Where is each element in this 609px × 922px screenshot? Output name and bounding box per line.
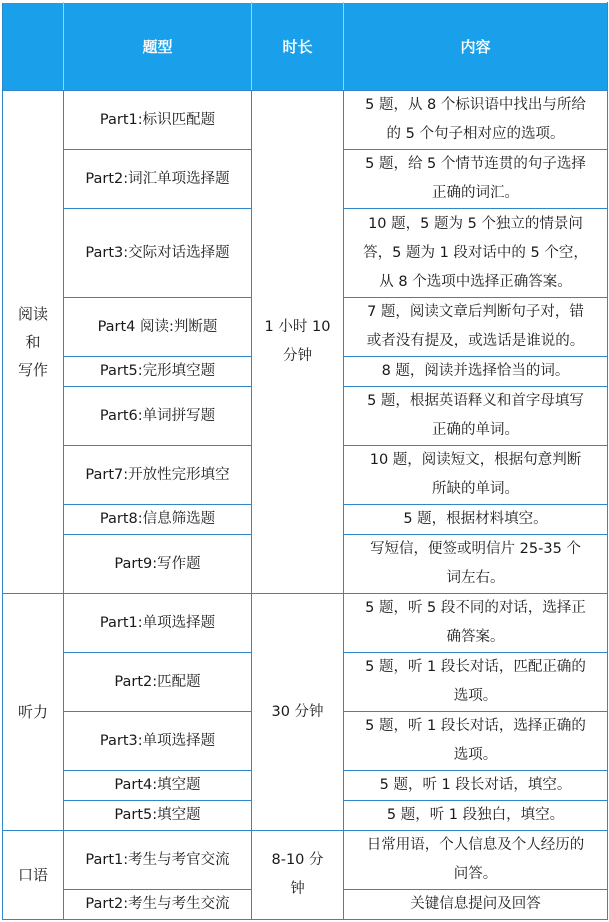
header-duration: 时长 bbox=[252, 3, 344, 91]
content-line: 关键信息提问及回答 bbox=[410, 896, 541, 912]
question-type-cell: Part1:考生与考官交流 bbox=[64, 831, 252, 890]
content-line: 问答。 bbox=[453, 866, 498, 882]
question-type-cell: Part2:考生与考生交流 bbox=[64, 890, 252, 920]
content-line: 7 题，阅读文章后判断句子对，错 bbox=[367, 304, 584, 320]
content-cell bbox=[344, 535, 608, 594]
question-type-cell: Part9:写作题 bbox=[64, 535, 252, 594]
question-type-cell: Part8:信息筛选题 bbox=[64, 505, 252, 535]
content-cell bbox=[344, 890, 608, 920]
content-line: 5 题，根据英语释义和首字母填写 bbox=[367, 393, 584, 409]
content-cell bbox=[344, 653, 608, 712]
header-content: 内容 bbox=[344, 3, 608, 91]
section-duration-reading-writing bbox=[252, 91, 344, 594]
content-line: 写短信，便签或明信片 25-35 个 bbox=[370, 541, 581, 557]
question-type-cell: Part5:完形填空题 bbox=[64, 357, 252, 387]
content-line: 5 题，听 1 段长对话，选择正确的 bbox=[365, 718, 586, 734]
question-type-cell: Part4 阅读:判断题 bbox=[64, 298, 252, 357]
content-line: 确答案。 bbox=[446, 629, 505, 645]
content-line: 的 5 个句子相对应的选项。 bbox=[386, 126, 565, 142]
question-type-cell: Part6:单词拼写题 bbox=[64, 387, 252, 446]
section-duration-listening bbox=[252, 594, 344, 831]
question-type-cell: Part3:单项选择题 bbox=[64, 712, 252, 771]
content-cell bbox=[344, 209, 608, 298]
question-type-cell: Part1:单项选择题 bbox=[64, 594, 252, 653]
category-label-line: 口语 bbox=[17, 866, 48, 884]
section-duration-speaking bbox=[252, 831, 344, 920]
header-question-type: 题型 bbox=[64, 3, 252, 91]
content-cell bbox=[344, 771, 608, 801]
content-cell bbox=[344, 150, 608, 209]
category-label-line: 和 bbox=[25, 333, 41, 351]
content-line: 答，5 题为 1 段对话中的 5 个空， bbox=[363, 244, 588, 261]
category-label-line: 阅读 bbox=[17, 305, 48, 323]
exam-structure-table bbox=[2, 2, 608, 920]
content-line: 正确的单词。 bbox=[432, 422, 519, 438]
content-line: 8 题，阅读并选择恰当的词。 bbox=[381, 363, 570, 379]
content-cell bbox=[344, 712, 608, 771]
content-line: 10 题，5 题为 5 个独立的情景问 bbox=[368, 215, 583, 232]
duration-line: 钟 bbox=[290, 881, 305, 897]
content-line: 日常用语，个人信息及个人经历的 bbox=[366, 837, 585, 853]
content-line: 从 8 个选项中选择正确答案。 bbox=[379, 273, 572, 290]
question-type-cell: Part1:标识匹配题 bbox=[64, 91, 252, 150]
content-cell bbox=[344, 446, 608, 505]
content-cell bbox=[344, 298, 608, 357]
section-category-listening bbox=[3, 594, 64, 831]
category-label-line: 听力 bbox=[17, 703, 48, 721]
section-category-reading-writing bbox=[3, 91, 64, 594]
question-type-cell: Part7:开放性完形填空 bbox=[64, 446, 252, 505]
question-type-cell: Part4:填空题 bbox=[64, 771, 252, 801]
content-line: 5 题，从 8 个标识语中找出与所给 bbox=[365, 97, 586, 113]
content-line: 5 题，给 5 个情节连贯的句子选择 bbox=[365, 156, 586, 172]
content-line: 5 题，听 1 段长对话，匹配正确的 bbox=[365, 659, 586, 675]
content-cell bbox=[344, 831, 608, 890]
question-type-cell: Part3:交际对话选择题 bbox=[64, 209, 252, 298]
table-row bbox=[3, 91, 608, 150]
content-line: 词左右。 bbox=[446, 570, 505, 586]
content-line: 5 题，根据材料填空。 bbox=[403, 511, 548, 527]
table-body bbox=[3, 91, 608, 920]
content-cell bbox=[344, 91, 608, 150]
content-line: 选项。 bbox=[453, 688, 498, 704]
content-cell bbox=[344, 801, 608, 831]
question-type-cell: Part5:填空题 bbox=[64, 801, 252, 831]
content-cell bbox=[344, 505, 608, 535]
content-cell bbox=[344, 357, 608, 387]
section-category-speaking bbox=[3, 831, 64, 920]
duration-line: 8-10 分 bbox=[271, 852, 324, 868]
content-line: 或者没有提及，或选话是谁说的。 bbox=[366, 333, 585, 349]
duration-line: 1 小时 10 bbox=[264, 319, 331, 335]
question-type-cell: Part2:匹配题 bbox=[64, 653, 252, 712]
content-cell bbox=[344, 387, 608, 446]
header-blank bbox=[3, 3, 64, 91]
question-type-cell: Part2:词汇单项选择题 bbox=[64, 150, 252, 209]
table-row bbox=[3, 594, 608, 653]
duration-line: 分钟 bbox=[283, 348, 312, 364]
content-line: 正确的词汇。 bbox=[432, 185, 519, 201]
content-line: 10 题，阅读短文，根据句意判断 bbox=[369, 452, 582, 468]
duration-line: 30 分钟 bbox=[271, 703, 324, 720]
content-line: 5 题，听 5 段不同的对话，选择正 bbox=[365, 600, 586, 616]
content-line: 所缺的单词。 bbox=[432, 481, 519, 497]
content-line: 5 题，听 1 段独白，填空。 bbox=[386, 807, 565, 823]
content-cell bbox=[344, 594, 608, 653]
content-line: 5 题，听 1 段长对话，填空。 bbox=[379, 777, 572, 793]
content-line: 选项。 bbox=[453, 747, 498, 763]
category-label-line: 写作 bbox=[17, 361, 48, 379]
table-row bbox=[3, 831, 608, 890]
table-header-row bbox=[3, 3, 608, 91]
